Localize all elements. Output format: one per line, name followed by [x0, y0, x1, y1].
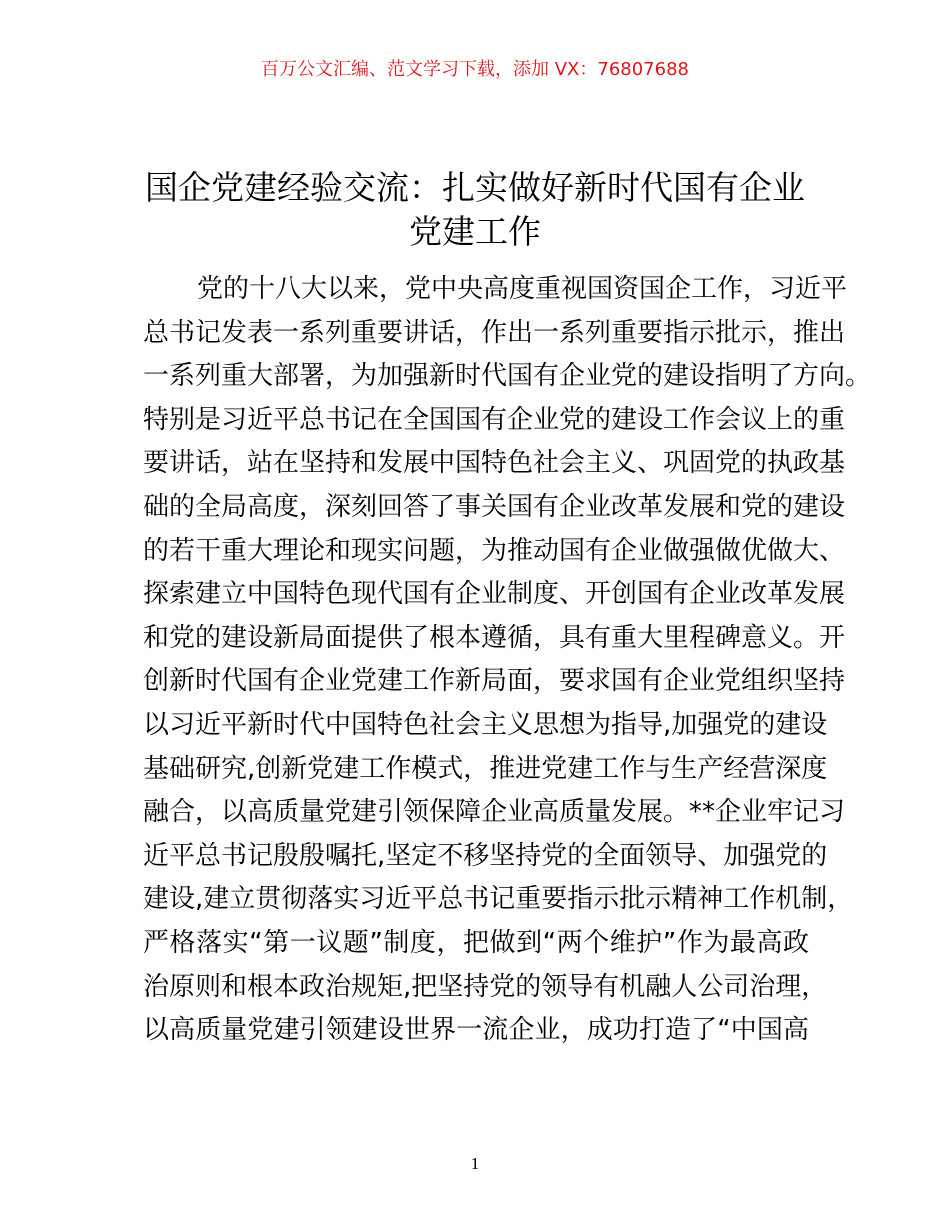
body-text-line: 的若干重大理论和现实问题，为推动国有企业做强做优做大、 [143, 535, 846, 566]
body-text-line: 特别是习近平总书记在全国国有企业党的建设工作会议上的重 [143, 404, 846, 435]
body-text-line: 党的十八大以来，党中央高度重视国资国企工作，习近平 [197, 274, 848, 304]
body-text-line: 融合，以高质量党建引领保障企业高质量发展。**企业牢记习 [143, 797, 846, 828]
body-text-line: 以高质量党建引领建设世界一流企业，成功打造了“中国高 [143, 1015, 809, 1046]
body-text-line: 探索建立中国特色现代国有企业制度、开创国有企业改革发展 [143, 579, 846, 610]
body-text-line: 治原则和根本政治规矩,把坚持党的领导有机融人公司治理， [143, 971, 828, 1002]
download-banner: 百万公文汇编、范文学习下载，添加 VX：76807688 [261, 59, 689, 80]
body-text-line: 总书记发表一系列重要讲话，作出一系列重要指示批示，推出 [143, 317, 846, 348]
document-title-line-2: 党建工作 [409, 212, 541, 251]
body-text-line: 建设,建立贯彻落实习近平总书记重要指示批示精神工作机制， [143, 884, 854, 915]
body-text-line: 和党的建设新局面提供了根本遵循，具有重大里程碑意义。开 [143, 622, 846, 653]
body-text-line: 础的全局高度，深刻回答了事关国有企业改革发展和党的建设 [143, 491, 846, 522]
body-text-line: 近平总书记殷殷嘱托,坚定不移坚持党的全面领导、加强党的 [143, 840, 828, 871]
body-text-line: 创新时代国有企业党建工作新局面，要求国有企业党组织坚持 [143, 666, 846, 697]
document-title-line-1: 国企党建经验交流：扎实做好新时代国有企业 [145, 168, 805, 207]
page-number: 1 [470, 1154, 480, 1173]
body-text-line: 一系列重大部署，为加强新时代国有企业党的建设指明了方向。 [143, 361, 872, 392]
body-text-line: 要讲话，站在坚持和发展中国特色社会主义、巩固党的执政基 [143, 448, 846, 479]
document-body [143, 268, 872, 1053]
body-text-line: 基础研究,创新党建工作模式，推进党建工作与生产经营深度 [143, 753, 828, 784]
body-text-line: 以习近平新时代中国特色社会主义思想为指导,加强党的建设 [143, 709, 828, 740]
body-text-line: 严格落实“第一议题”制度，把做到“两个维护”作为最高政 [143, 927, 809, 958]
